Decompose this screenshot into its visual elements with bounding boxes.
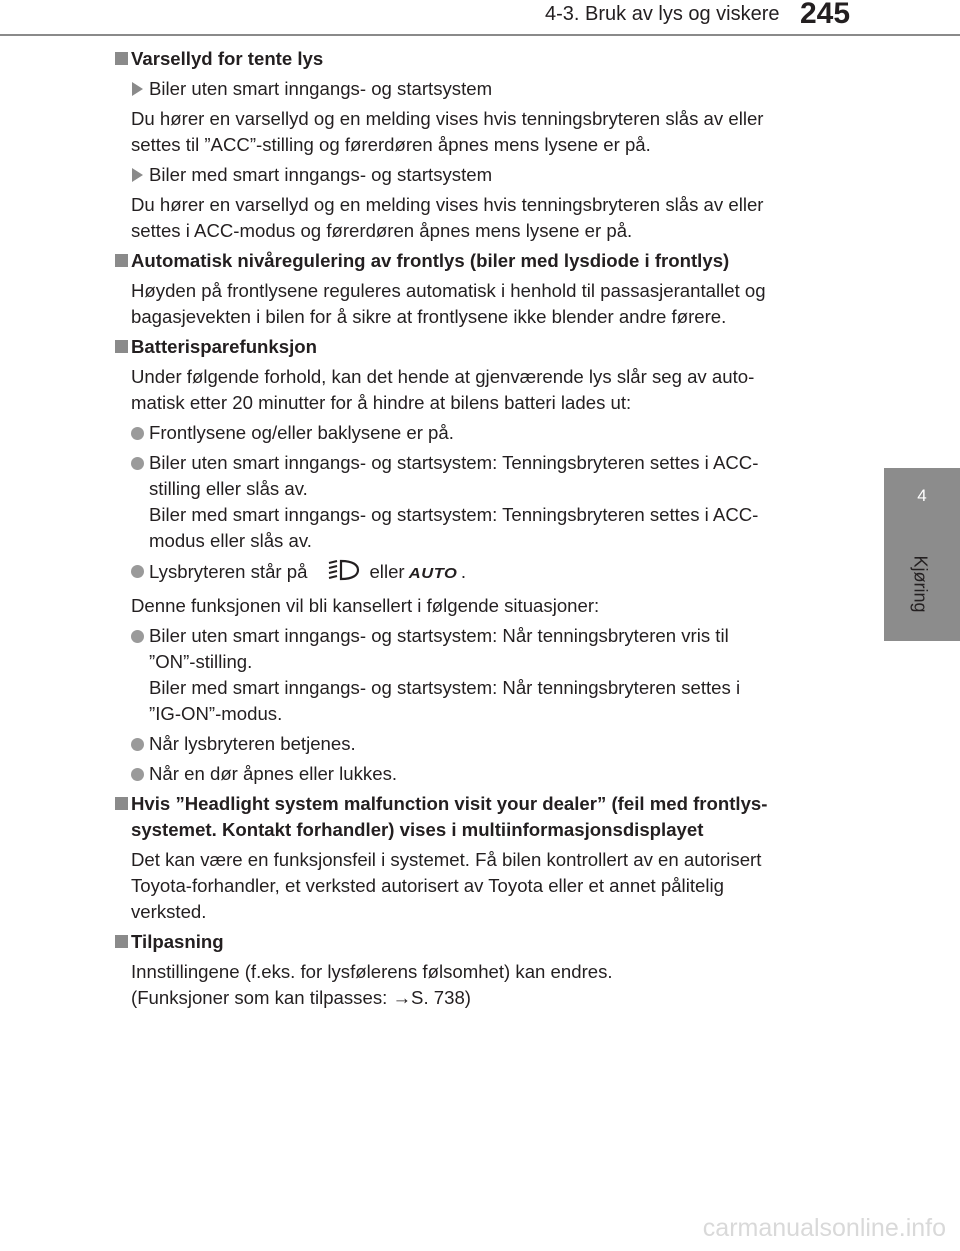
list-item-text: Frontlysene og/eller baklysene er på. [149,422,454,443]
text-line: Det kan være en funksjonsfeil i systemet. Få bilen kontrollert av en autorisert [131,849,762,870]
page-number: 245 [800,0,851,30]
header-divider [0,34,960,36]
paragraph [111,959,852,1011]
paragraph [111,364,852,416]
section-title: Batterisparefunksjon [131,336,317,357]
list-item [111,558,852,589]
paragraph [111,192,852,244]
section-heading [111,791,852,843]
chapter-label: Kjøring [910,555,931,613]
section-heading [111,248,852,274]
text-line: Du hører en varsellyd og en melding vises hvis tenningsbryteren slås av eller [131,194,764,215]
section-title: Hvis ”Headlight system malfunction visit your dealer” (feil med frontlys- [131,793,768,814]
list-item [111,731,852,757]
section-heading [111,929,852,955]
text-line: Biler uten smart inngangs- og startsystem: Tenningsbryteren settes i ACC- [149,452,759,473]
section-title: Tilpasning [131,931,224,952]
section-title: Automatisk nivåregulering av frontlys (biler med lysdiode i frontlys) [131,250,730,271]
text-line: settes i ACC-modus og førerdøren åpnes mens lysene er på. [131,220,633,241]
chapter-number: 4 [917,486,927,505]
list-item-text: Når en dør åpnes eller lukkes. [149,763,398,784]
paragraph [111,106,852,158]
text-line: Biler uten smart inngangs- og startsystem: Når tenningsbryteren vris til [149,625,729,646]
header-section-title: 4-3. Bruk av lys og viskere [545,3,780,25]
subheading [111,162,852,188]
text-line: Innstillingene (f.eks. for lysfølerens følsomhet) kan endres. [131,961,613,982]
text-line: Toyota-forhandler, et verksted autorisert av Toyota eller et annet pålitelig [131,875,724,896]
text-line: ”ON”-stilling. [149,651,253,672]
paragraph [111,278,852,330]
text-line: settes til ”ACC”-stilling og førerdøren åpnes mens lysene er på. [131,134,651,155]
round-bullet-icon [131,630,144,643]
text-line: Du hører en varsellyd og en melding vises hvis tenningsbryteren slås av eller [131,108,764,129]
paragraph [111,847,852,925]
section-title: Varsellyd for tente lys [131,48,324,69]
round-bullet-icon [131,427,144,440]
list-item-text: Når lysbryteren betjenes. [149,733,356,754]
arrow-bullet-icon [132,168,143,182]
paragraph [111,593,852,619]
text-line: matisk etter 20 minutter for å hindre at bilens batteri lades ut: [131,392,632,413]
watermark: carmanualsonline.info [702,1214,946,1242]
section-title: systemet. Kontakt forhandler) vises i multiinformasjonsdisplayet [131,819,704,840]
subheading-text: Biler uten smart inngangs- og startsystem [149,78,493,99]
auto-mode-icon: AUTO [408,565,458,582]
square-bullet-icon [115,254,128,267]
text-line: stilling eller slås av. [149,478,308,499]
arrow-bullet-icon [132,82,143,96]
list-item [111,761,852,787]
page-content [111,46,852,1015]
text-line: Biler med smart inngangs- og startsystem: Tenningsbryteren settes i ACC- [149,504,759,525]
list-item [111,450,852,554]
text-fragment: eller [369,561,405,582]
round-bullet-icon [131,565,144,578]
text-fragment: . [460,561,467,582]
square-bullet-icon [115,52,128,65]
round-bullet-icon [131,768,144,781]
square-bullet-icon [115,935,128,948]
text-line: Høyden på frontlysene reguleres automatisk i henhold til passasjerantallet og [131,280,766,301]
text-line: ”IG-ON”-modus. [149,703,283,724]
page-reference-link[interactable]: (Funksjoner som kan tilpasses: →S. 738) [131,987,471,1008]
text-line: verksted. [131,901,207,922]
text-line: modus eller slås av. [149,530,312,551]
square-bullet-icon [115,340,128,353]
text-line: Under følgende forhold, kan det hende at gjenværende lys slår seg av auto- [131,366,755,387]
text-line: bagasjevekten i bilen for å sikre at frontlysene ikke blender andre førere. [131,306,727,327]
subheading [111,76,852,102]
round-bullet-icon [131,457,144,470]
section-heading [111,46,852,72]
text-fragment: Lysbryteren står på [149,561,308,582]
section-heading [111,334,852,360]
text-line: Denne funksjonen vil bli kansellert i følgende situasjoner: [131,595,600,616]
square-bullet-icon [115,797,128,810]
round-bullet-icon [131,738,144,751]
list-item [111,420,852,446]
text-line: Biler med smart inngangs- og startsystem: Når tenningsbryteren settes i [149,677,741,698]
headlight-icon [327,558,361,589]
subheading-text: Biler med smart inngangs- og startsystem [149,164,493,185]
list-item [111,623,852,727]
